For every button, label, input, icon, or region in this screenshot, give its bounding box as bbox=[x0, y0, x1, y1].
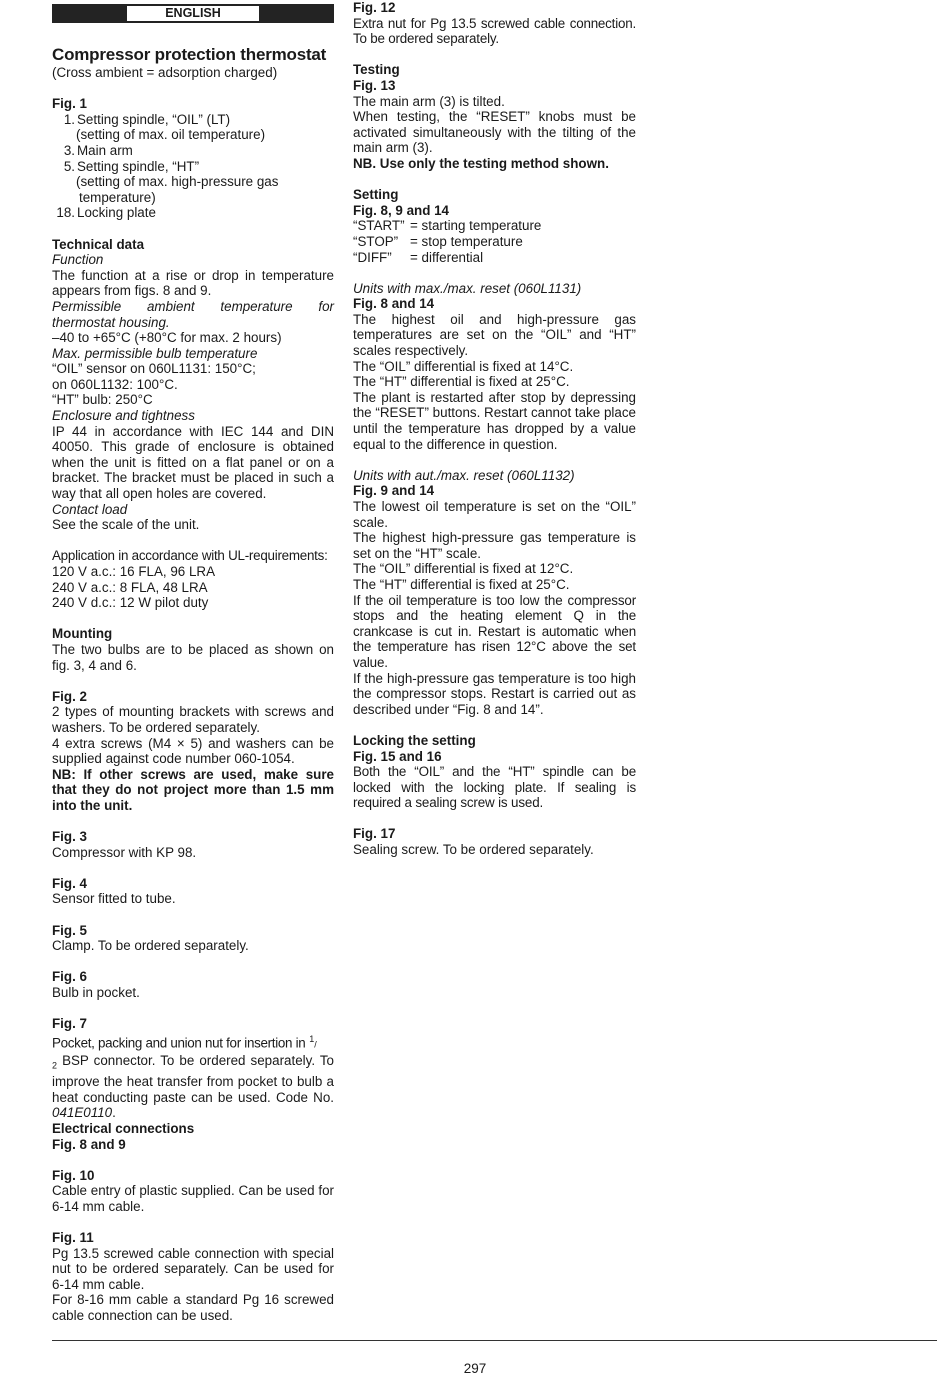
electrical-fig: Fig. 8 and 9 bbox=[52, 1136, 126, 1152]
fig11-text: For 8-16 mm cable a standard Pg 16 screwed cable connection can be used. bbox=[52, 1292, 334, 1324]
enclosure-text: IP 44 in accordance with IEC 144 and DIN 40050. This grade of enclosure is obtained when the unit is fitted on a flat panel or on a bracket. The bracket must be placed in such a way that all open holes are covered. bbox=[52, 423, 334, 502]
mounting-text: The two bulbs are to be placed as shown on fig. 3, 4 and 6. bbox=[52, 641, 334, 673]
fig7-text: Pocket, packing and union nut for insertion in $^1$/ $_2$ BSP connector. To be ordered separately. To improve the heat transfer from pocket to bulb a heat conducting paste can be used. Code No. 041E0110. bbox=[52, 1033, 334, 1121]
fig2-heading: Fig. 2 bbox=[52, 688, 87, 704]
list-item-continuation: temperature) bbox=[79, 189, 156, 205]
bulb-line: “OIL” sensor on 060L1131: 150°C; bbox=[52, 361, 256, 377]
setting-row: “START” = starting temperature bbox=[353, 218, 542, 234]
units-aut-text: The highest high-pressure gas temperature is set on the “HT” scale. bbox=[353, 530, 636, 561]
units-aut-text: If the oil temperature is too low the compressor stops and the heating element Q in the crankcase is cut in. Restart is automatic when the temperature has risen 12°C above the set value. bbox=[353, 592, 636, 670]
fig2-text: 2 types of mounting brackets with screws and washers. To be ordered separately. bbox=[52, 704, 334, 735]
setting-fig: Fig. 8, 9 and 14 bbox=[353, 202, 449, 218]
fig12-text: Extra nut for Pg 13.5 screwed cable connection. To be ordered separately. bbox=[353, 15, 636, 47]
list-item: 1. Setting spindle, “OIL” (LT) bbox=[63, 111, 231, 127]
language-bar bbox=[52, 4, 334, 23]
units-aut-text: If the high-pressure gas temperature is too high the compressor stops. Restart is carried out as described under “Fig. 8 and 14”. bbox=[353, 670, 636, 717]
fig3-heading: Fig. 3 bbox=[52, 829, 87, 845]
ambient-label: Permissible ambient temperature for thermostat housing. bbox=[52, 298, 334, 330]
fig11-heading: Fig. 11 bbox=[52, 1230, 94, 1246]
fig7-heading: Fig. 7 bbox=[52, 1016, 87, 1032]
bulb-line: “HT” bulb: 250°C bbox=[52, 392, 153, 408]
list-item: 3. Main arm bbox=[63, 142, 133, 158]
mounting-heading: Mounting bbox=[52, 626, 113, 642]
list-item: 18. Locking plate bbox=[56, 205, 156, 221]
fig1-heading: Fig. 1 bbox=[52, 96, 87, 112]
footer-rule bbox=[52, 1340, 937, 1341]
testing-fig: Fig. 13 bbox=[353, 77, 396, 93]
units-max-text: The plant is restarted after stop by depressing the “RESET” buttons. Restart cannot take place until the temperature has dropped by a value equal to the difference in question. bbox=[353, 389, 636, 452]
setting-heading: Setting bbox=[353, 187, 399, 203]
fig12-heading: Fig. 12 bbox=[353, 0, 396, 15]
contact-label: Contact load bbox=[52, 501, 128, 517]
language-label: ENGLISH bbox=[126, 5, 260, 22]
units-aut-label: Units with aut./max. reset (060L1132) bbox=[353, 467, 575, 483]
fig1-list bbox=[52, 112, 334, 221]
function-text: The function at a rise or drop in temperature appears from figs. 8 and 9. bbox=[52, 267, 334, 299]
ul-line: 240 V d.c.: 12 W pilot duty bbox=[52, 595, 209, 611]
list-item-continuation: (setting of max. oil temperature) bbox=[76, 127, 266, 143]
fig6-text: Bulb in pocket. bbox=[52, 985, 140, 1001]
technical-data-heading: Technical data bbox=[52, 236, 145, 252]
document-title: Compressor protection thermostat bbox=[52, 45, 327, 64]
fig6-heading: Fig. 6 bbox=[52, 969, 87, 985]
units-aut-fig: Fig. 9 and 14 bbox=[353, 483, 435, 499]
ul-line: Application in accordance with UL-requirements: bbox=[52, 548, 328, 564]
fig2-note: NB: If other screws are used, make sure that they do not project more than 1.5 mm into the unit. bbox=[52, 766, 334, 813]
fig10-heading: Fig. 10 bbox=[52, 1167, 95, 1183]
fig2-text: 4 extra screws (M4 × 5) and washers can be supplied against code number 060-1054. bbox=[52, 735, 334, 767]
testing-heading: Testing bbox=[353, 62, 400, 78]
ul-line: 120 V a.c.: 16 FLA, 96 LRA bbox=[52, 564, 216, 579]
list-item-continuation: (setting of max. high-pressure gas bbox=[76, 174, 279, 190]
units-aut-text: The “HT” differential is fixed at 25°C. bbox=[353, 576, 570, 592]
ambient-text: –40 to +65°C (+80°C for max. 2 hours) bbox=[52, 330, 282, 346]
bulb-line: on 060L1132: 100°C. bbox=[52, 376, 178, 392]
fig5-text: Clamp. To be ordered separately. bbox=[52, 938, 249, 954]
units-max-fig: Fig. 8 and 14 bbox=[353, 296, 435, 312]
fig10-text: Cable entry of plastic supplied. Can be used for 6-14 mm cable. bbox=[52, 1183, 334, 1214]
units-max-label: Units with max./max. reset (060L1131) bbox=[353, 280, 582, 296]
left-column bbox=[52, 0, 334, 1324]
units-max-text: The “OIL” differential is fixed at 14°C. bbox=[353, 358, 574, 374]
fig17-heading: Fig. 17 bbox=[353, 826, 396, 842]
locking-text: Both the “OIL” and the “HT” spindle can be locked with the locking plate. If sealing is required a sealing screw is used. bbox=[353, 764, 636, 811]
ul-line: 240 V a.c.: 8 FLA, 48 LRA bbox=[52, 579, 208, 595]
document-subtitle: (Cross ambient = adsorption charged) bbox=[52, 65, 278, 80]
locking-heading: Locking the setting bbox=[353, 732, 476, 748]
fig11-text: Pg 13.5 screwed cable connection with special nut to be ordered separately. Can be used for 6-14 mm cable. bbox=[52, 1245, 334, 1292]
testing-text: The main arm (3) is tilted. bbox=[353, 93, 505, 109]
fig4-text: Sensor fitted to tube. bbox=[52, 891, 176, 907]
units-aut-text: The lowest oil temperature is set on the “OIL” scale. bbox=[353, 499, 636, 530]
fig3-text: Compressor with KP 98. bbox=[52, 844, 197, 860]
units-max-text: The “HT” differential is fixed at 25°C. bbox=[353, 374, 570, 390]
bulb-label: Max. permissible bulb temperature bbox=[52, 345, 258, 361]
setting-row: “DIFF” = differential bbox=[353, 249, 484, 265]
enclosure-label: Enclosure and tightness bbox=[52, 408, 195, 424]
setting-row: “STOP” = stop temperature bbox=[353, 233, 523, 249]
testing-text: When testing, the “RESET” knobs must be activated simultaneously with the tilting of the main arm (3). bbox=[353, 109, 636, 156]
fig17-text: Sealing screw. To be ordered separately. bbox=[353, 842, 594, 858]
function-label: Function bbox=[52, 252, 104, 268]
electrical-heading: Electrical connections bbox=[52, 1120, 195, 1136]
units-max-text: The highest oil and high-pressure gas temperatures are set on the “OIL” and “HT” scales respectively. bbox=[353, 311, 636, 359]
contact-text: See the scale of the unit. bbox=[52, 517, 200, 533]
page-number: 297 bbox=[463, 1361, 487, 1376]
right-column bbox=[353, 0, 636, 858]
list-item: 5. Setting spindle, “HT” bbox=[63, 158, 200, 174]
testing-note: NB. Use only the testing method shown. bbox=[353, 155, 609, 171]
fig4-heading: Fig. 4 bbox=[52, 875, 87, 891]
locking-fig: Fig. 15 and 16 bbox=[353, 748, 442, 764]
units-aut-text: The “OIL” differential is fixed at 12°C. bbox=[353, 561, 574, 577]
fig5-heading: Fig. 5 bbox=[52, 922, 87, 938]
